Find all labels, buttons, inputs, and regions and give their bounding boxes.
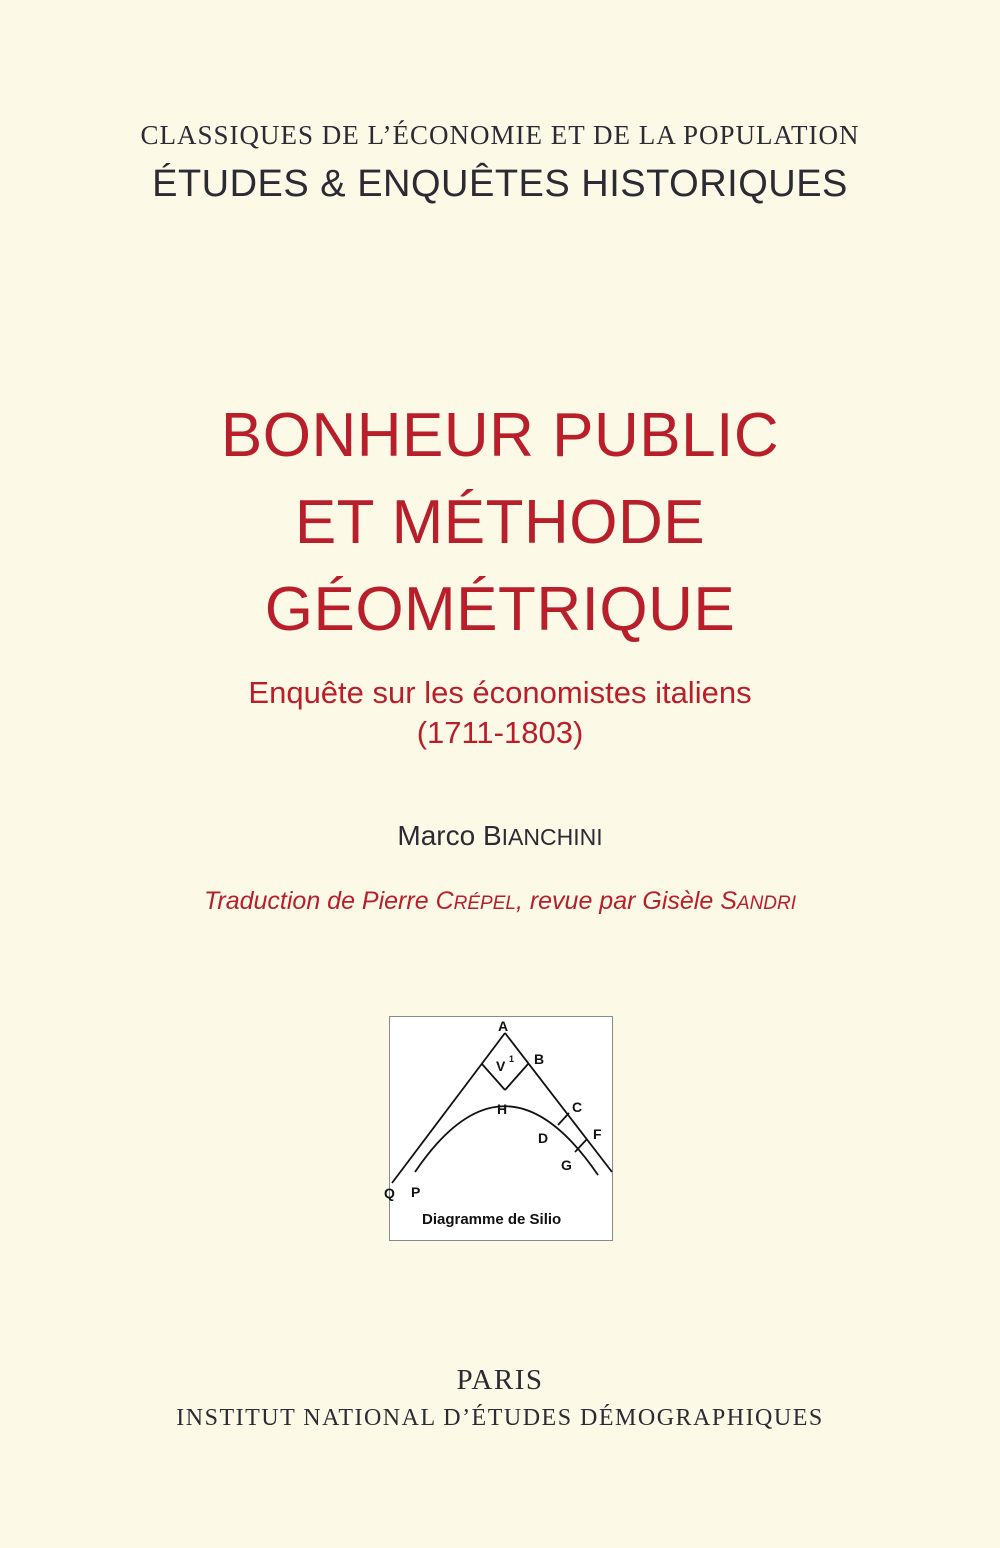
title-line-2: ET MÉTHODE bbox=[294, 488, 706, 557]
translator-rest: RÉPEL bbox=[453, 893, 516, 914]
book-title bbox=[0, 392, 1000, 653]
silio-diagram bbox=[384, 1016, 613, 1241]
reviser-initial: S bbox=[720, 887, 737, 915]
author-last-name bbox=[483, 820, 603, 851]
diagram-segment-cd bbox=[558, 1113, 569, 1125]
translation-credit bbox=[0, 887, 1000, 916]
author-last-rest: IANCHINI bbox=[501, 824, 603, 850]
book-subtitle bbox=[0, 673, 1000, 753]
title-line-1: BONHEUR PUBLIC bbox=[220, 401, 780, 470]
author-name bbox=[0, 820, 1000, 852]
label-v-superscript: 1 bbox=[509, 1054, 515, 1064]
label-p: P bbox=[411, 1184, 421, 1200]
diagram-caption: Diagramme de Silio bbox=[422, 1211, 562, 1228]
label-g: G bbox=[561, 1157, 572, 1173]
label-q: Q bbox=[384, 1185, 395, 1201]
label-b: B bbox=[534, 1051, 545, 1067]
imprint-place: PARIS bbox=[456, 1364, 544, 1396]
diagram-outer-right-line bbox=[505, 1033, 612, 1172]
label-v: V bbox=[496, 1058, 506, 1074]
label-c: C bbox=[572, 1099, 583, 1115]
diagram-cross-right bbox=[505, 1064, 528, 1090]
label-h: H bbox=[497, 1101, 508, 1117]
series-subcollection: ÉTUDES & ENQUÊTES HISTORIQUES bbox=[152, 163, 848, 205]
diagram-segment-fg bbox=[575, 1139, 587, 1152]
translation-prefix: Traduction de Pierre bbox=[203, 887, 436, 915]
label-a: A bbox=[498, 1018, 509, 1034]
series-collection: CLASSIQUES DE L’ÉCONOMIE ET DE LA POPULATION bbox=[140, 120, 860, 150]
subtitle-line-2: (1711-1803) bbox=[416, 715, 584, 750]
translation-middle: , revue par Gisèle bbox=[515, 887, 721, 915]
title-line-3: GÉOMÉTRIQUE bbox=[264, 575, 736, 644]
author-last-initial: B bbox=[482, 820, 502, 851]
label-d: D bbox=[538, 1130, 549, 1146]
subtitle-line-1: Enquête sur les économistes italiens bbox=[248, 675, 752, 710]
translator-initial: C bbox=[435, 887, 454, 915]
label-f: F bbox=[593, 1126, 602, 1142]
silio-diagram-svg bbox=[384, 1017, 612, 1240]
imprint-publisher: INSTITUT NATIONAL D’ÉTUDES DÉMOGRAPHIQUES bbox=[176, 1405, 824, 1431]
author-first-name: Marco bbox=[397, 820, 476, 851]
reviser-rest: ANDRI bbox=[736, 893, 797, 914]
